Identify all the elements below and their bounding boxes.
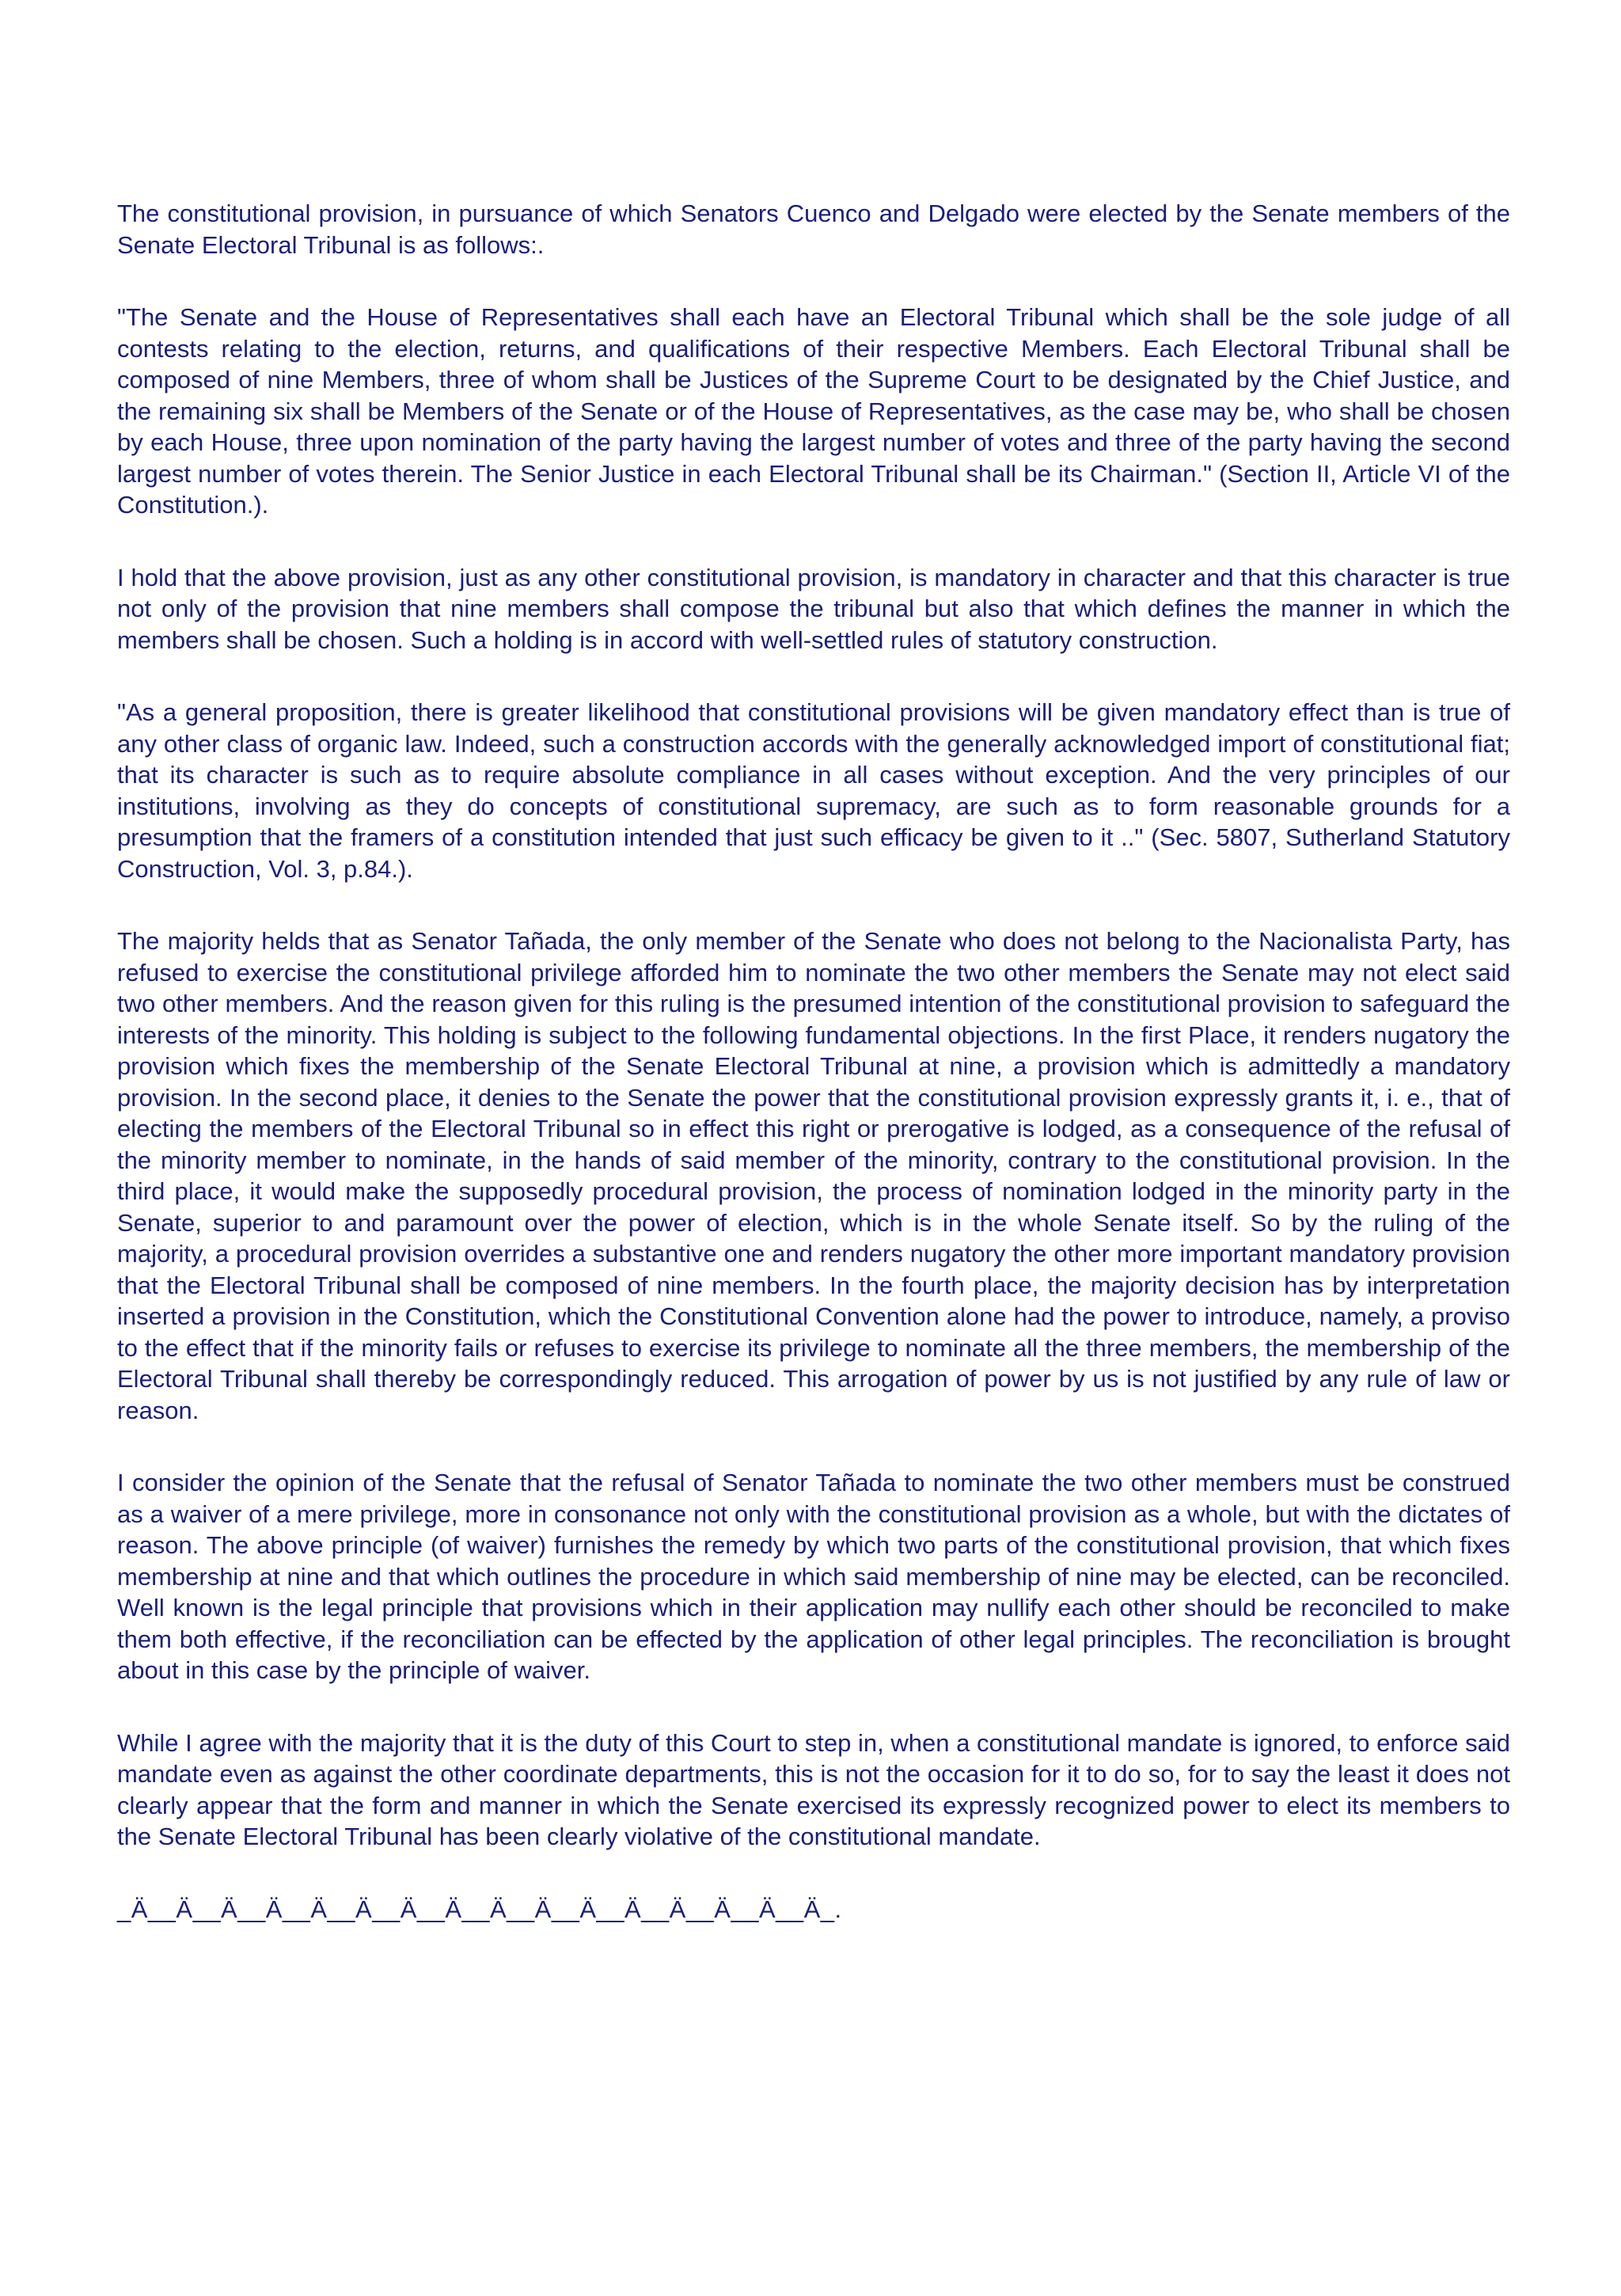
paragraph-2-quoted-provision: "The Senate and the House of Representatives shall each have an Electoral Tribunal which shall be the sole judge of all contests relating to the election, returns, and qualifications of their respective Members. Each Electoral Tribunal shall be composed of nine Members, three of whom shall be Justices of the Supreme Court to be designated by the Chief Justice, and the remaining six shall be Members of the Senate or of the House of Representatives, as the case may be, who shall be chosen by each House, three upon nomination of the party having the largest number of votes and three of the party having the second largest number of votes therein. The Senior Justice in each Electoral Tribunal shall be its Chairman." (Section II, Article VI of the Constitution.).: [117, 303, 1510, 519]
closing-separator-line: _Ä__Ä__Ä__Ä__Ä__Ä__Ä__Ä__Ä__Ä__Ä__Ä__Ä__Ä__Ä__Ä_.: [117, 1895, 842, 1923]
paragraph-6: I consider the opinion of the Senate that the refusal of Senator Tañada to nominate the two other members must be construed as a waiver of a mere privilege, more in consonance not only with the constitutional provision as a whole, but with the dictates of reason. The above principle (of waiver) furnishes the remedy by which two parts of the constitutional provision, that which fixes membership at nine and that which outlines the procedure in which said membership of nine may be elected, can be reconciled. Well known is the legal principle that provisions which in their application may nullify each other should be reconciled to make them both effective, if the reconciliation can be effected by the application of other legal principles. The reconciliation is brought about in this case by the principle of waiver.: [117, 1469, 1510, 1684]
paragraph-5: The majority helds that as Senator Tañada, the only member of the Senate who does not belong to the Nacionalista Party, has refused to exercise the constitutional privilege afforded him to nominate the two other members the Senate may not elect said two other members. And the reason given for this ruling is the presumed intention of the constitutional provision to safeguard the interests of the minority. This holding is subject to the following fundamental objections. In the first Place, it renders nugatory the provision which fixes the membership of the Senate Electoral Tribunal at nine, a provision which is admittedly a mandatory provision. In the second place, it denies to the Senate the power that the constitutional provision expressly grants it, i. e., that of electing the members of the Electoral Tribunal so in effect this right or prerogative is lodged, as a consequence of the refusal of the minority member to nominate, in the hands of said member of the minority, contrary to the constitutional provision. In the third place, it would make the supposedly procedural provision, the process of nomination lodged in the minority party in the Senate, superior to and paramount over the power of election, which is in the whole Senate itself. So by the ruling of the majority, a procedural provision overrides a substantive one and renders nugatory the other more important mandatory provision that the Electoral Tribunal shall be composed of nine members. In the fourth place, the majority decision has by interpretation inserted a provision in the Constitution, which the Constitutional Convention alone had the power to introduce, namely, a proviso to the effect that if the minority fails or refuses to exercise its privilege to nominate all the three members, the membership of the Electoral Tribunal shall thereby be correspondingly reduced. This arrogation of power by us is not justified by any rule of law or reason.: [117, 927, 1510, 1424]
paragraph-4-quotation: "As a general proposition, there is greater likelihood that constitutional provisions will be given mandatory effect than is true of any other class of organic law. Indeed, such a construction accords with the generally acknowledged import of constitutional fiat; that its character is such as to require absolute compliance in all cases without exception. And the very principles of our institutions, involving as they do concepts of constitutional supremacy, are such as to form reasonable grounds for a presumption that the framers of a constitution intended that just such efficacy be given to it .." (Sec. 5807, Sutherland Statutory Construction, Vol. 3, p.84.).: [117, 698, 1510, 883]
paragraph-1: The constitutional provision, in pursuance of which Senators Cuenco and Delgado were elected by the Senate members of the Senate Electoral Tribunal is as follows:.: [117, 200, 1510, 259]
document-body: [117, 198, 1510, 1925]
paragraph-7: While I agree with the majority that it is the duty of this Court to step in, when a constitutional mandate is ignored, to enforce said mandate even as against the other coordinate departments, this is not the occasion for it to do so, for to say the least it does not clearly appear that the form and manner in which the Senate exercised its expressly recognized power to elect its members to the Senate Electoral Tribunal has been clearly violative of the constitutional mandate.: [117, 1728, 1510, 1850]
paragraph-3: I hold that the above provision, just as any other constitutional provision, is mandatory in character and that this character is true not only of the provision that nine members shall compose the tribunal but also that which defines the manner in which the members shall be chosen. Such a holding is in accord with well-settled rules of statutory construction.: [117, 563, 1510, 654]
